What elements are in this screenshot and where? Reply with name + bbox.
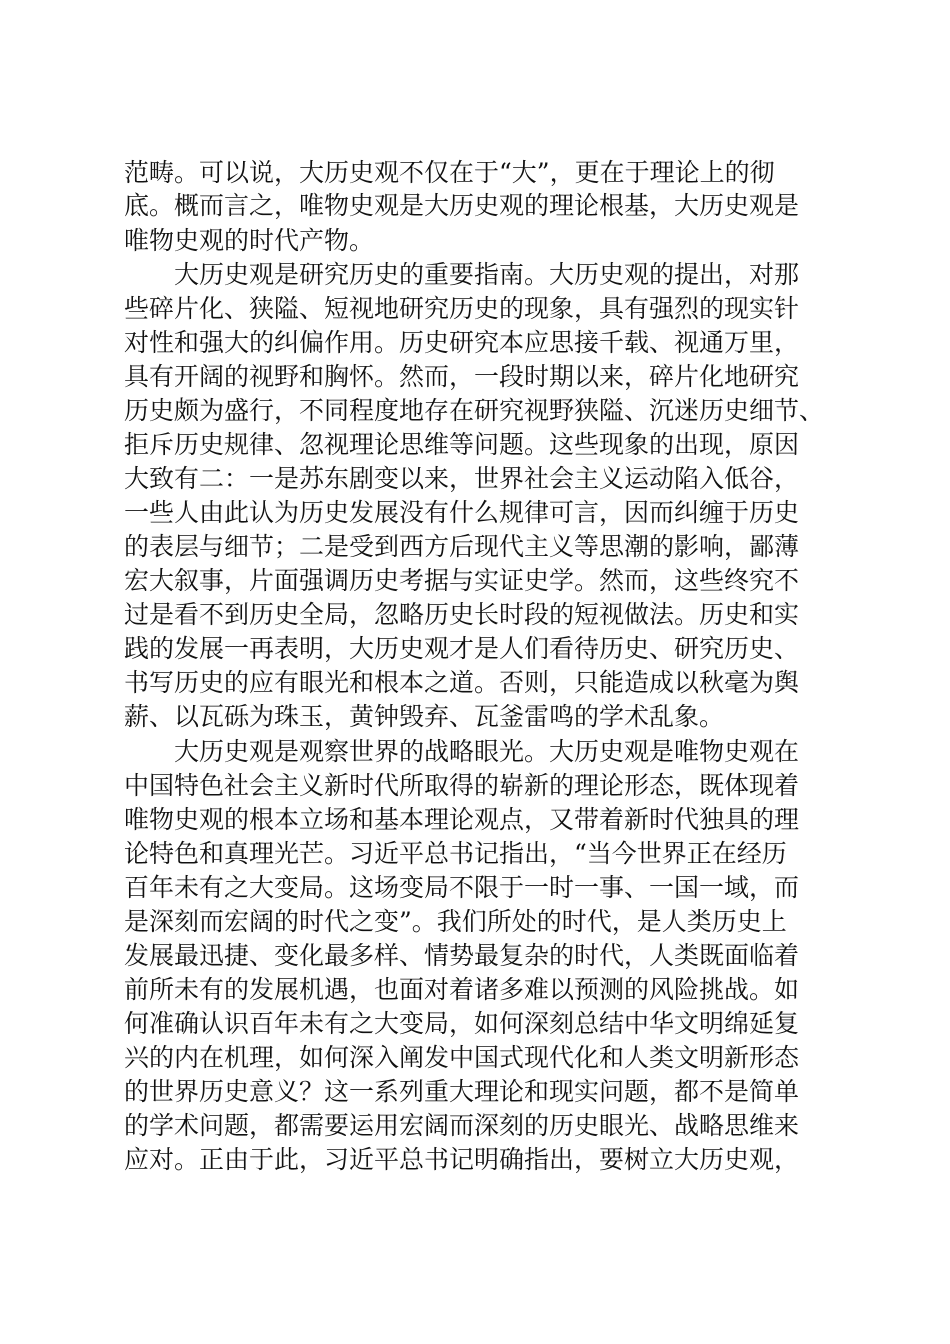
text-line: 历史颇为盛行，不同程度地存在研究视野狭隘、沉迷历史细节、 [124, 396, 825, 425]
text-line: 唯物史观的根本立场和基本理论观点，又带着新时代独具的理 [124, 805, 800, 834]
paragraph-start-line: 大历史观是观察世界的战略眼光。大历史观是唯物史观在 [124, 737, 800, 766]
text-line: 的表层与细节；二是受到西方后现代主义等思潮的影响，鄙薄 [124, 532, 800, 561]
text-line: 书写历史的应有眼光和根本之道。否则，只能造成以秋毫为舆 [124, 668, 800, 697]
text-line: 中国特色社会主义新时代所取得的崭新的理论形态，既体现着 [124, 771, 800, 800]
text-line: 拒斥历史规律、忽视理论思维等问题。这些现象的出现，原因 [124, 430, 800, 459]
text-line: 何准确认识百年未有之大变局，如何深刻总结中华文明绵延复 [124, 1009, 800, 1038]
text-line: 的学术问题，都需要运用宏阔而深刻的历史眼光、战略思维来 [124, 1111, 800, 1140]
text-line: 些碎片化、狭隘、短视地研究历史的现象，具有强烈的现实针 [124, 294, 800, 323]
text-line: 对性和强大的纠偏作用。历史研究本应思接千载、视通万里， [124, 328, 800, 357]
text-line: 兴的内在机理，如何深入阐发中国式现代化和人类文明新形态 [124, 1043, 800, 1072]
text-line: 是深刻而宏阔的时代之变”。我们所处的时代，是人类历史上 [124, 907, 787, 936]
text-line: 底。概而言之，唯物史观是大历史观的理论根基，大历史观是 [124, 191, 800, 220]
text-line: 过是看不到历史全局，忽略历史长时段的短视做法。历史和实 [124, 600, 800, 629]
text-line: 一些人由此认为历史发展没有什么规律可言，因而纠缠于历史 [124, 498, 800, 527]
text-line: 应对。正由于此，习近平总书记明确指出，要树立大历史观， [124, 1145, 800, 1174]
text-line: 百年未有之大变局。这场变局不限于一时一事、一国一域，而 [124, 873, 800, 902]
text-line: 范畴。可以说，大历史观不仅在于“大”，更在于理论上的彻 [124, 158, 775, 187]
text-line: 大致有二：一是苏东剧变以来，世界社会主义运动陷入低谷， [124, 464, 800, 493]
text-line: 践的发展一再表明，大历史观才是人们看待历史、研究历史、 [124, 634, 800, 663]
text-line: 具有开阔的视野和胸怀。然而，一段时期以来，碎片化地研究 [124, 362, 800, 391]
text-line: 前所未有的发展机遇，也面对着诸多难以预测的风险挑战。如 [124, 975, 800, 1004]
text-line: 发展最迅捷、变化最多样、情势最复杂的时代，人类既面临着 [124, 941, 800, 970]
text-line: 的世界历史意义？这一系列重大理论和现实问题，都不是简单 [124, 1077, 800, 1106]
text-line: 宏大叙事，片面强调历史考据与实证史学。然而，这些终究不 [124, 566, 800, 595]
text-line: 唯物史观的时代产物。 [124, 226, 375, 255]
paragraph-start-line: 大历史观是研究历史的重要指南。大历史观的提出，对那 [124, 260, 800, 289]
text-line: 论特色和真理光芒。习近平总书记指出，“当今世界正在经历 [124, 839, 787, 868]
text-line: 薪、以瓦砾为珠玉，黄钟毁弃、瓦釜雷鸣的学术乱象。 [124, 702, 725, 731]
